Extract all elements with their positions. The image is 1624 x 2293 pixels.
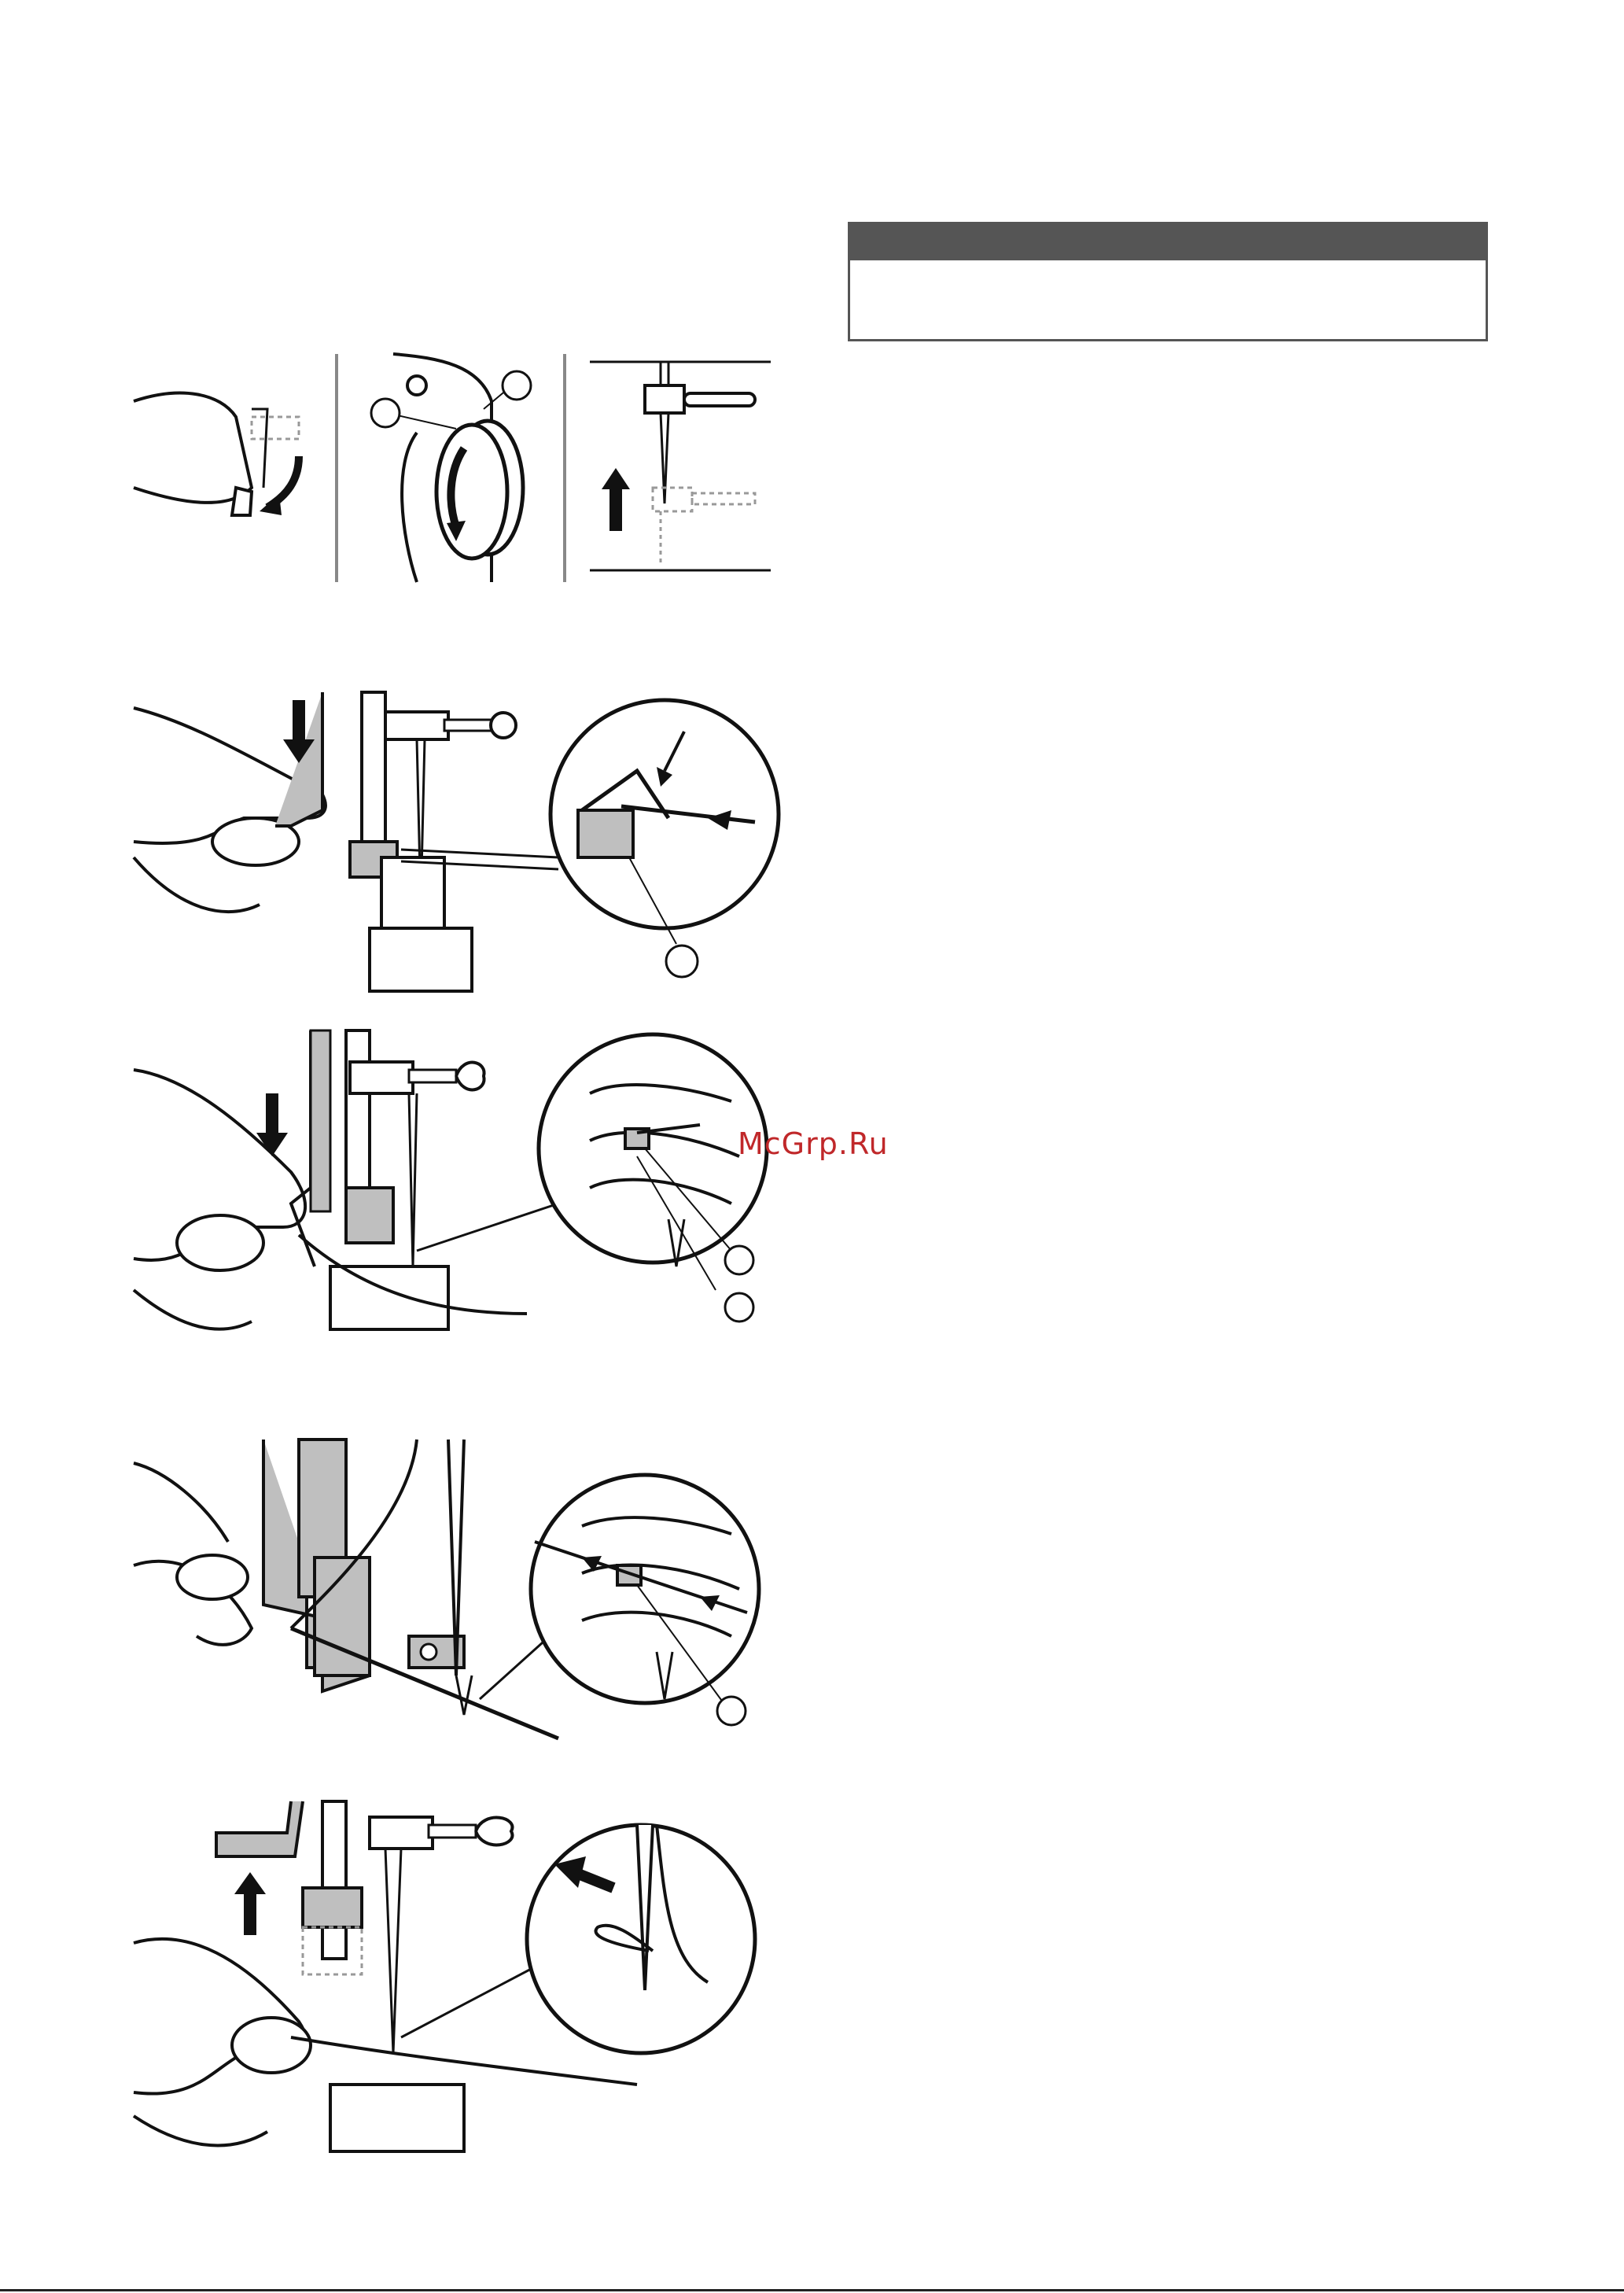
figure-needle-clamp-lever (134, 354, 338, 582)
notice-box (848, 222, 1488, 341)
figure-threader-step-3 (134, 1440, 779, 1746)
up-arrow-icon (234, 1872, 266, 1935)
magnifier-callout (539, 1034, 767, 1322)
up-arrow-icon (602, 468, 630, 531)
hand-icon (134, 354, 338, 582)
figure-handwheel (346, 354, 566, 582)
footer-rule (0, 2289, 1624, 2291)
figure-threader-step-1 (134, 692, 779, 991)
figure-needle-raise (582, 354, 779, 582)
figure-threader-step-2 (134, 1030, 779, 1345)
magnifier-callout (527, 1825, 755, 2053)
watermark: McGrp.Ru (738, 1126, 889, 1161)
lever-icon (252, 417, 299, 439)
magnifier-callout (551, 700, 779, 977)
threader-hook-icon (346, 1188, 393, 1243)
figure-threader-step-4 (134, 1801, 779, 2155)
needle-clamp-icon (645, 362, 755, 566)
magnifier-callout (531, 1475, 759, 1725)
notice-header-bar (850, 224, 1486, 260)
curved-arrow-icon (267, 456, 299, 507)
